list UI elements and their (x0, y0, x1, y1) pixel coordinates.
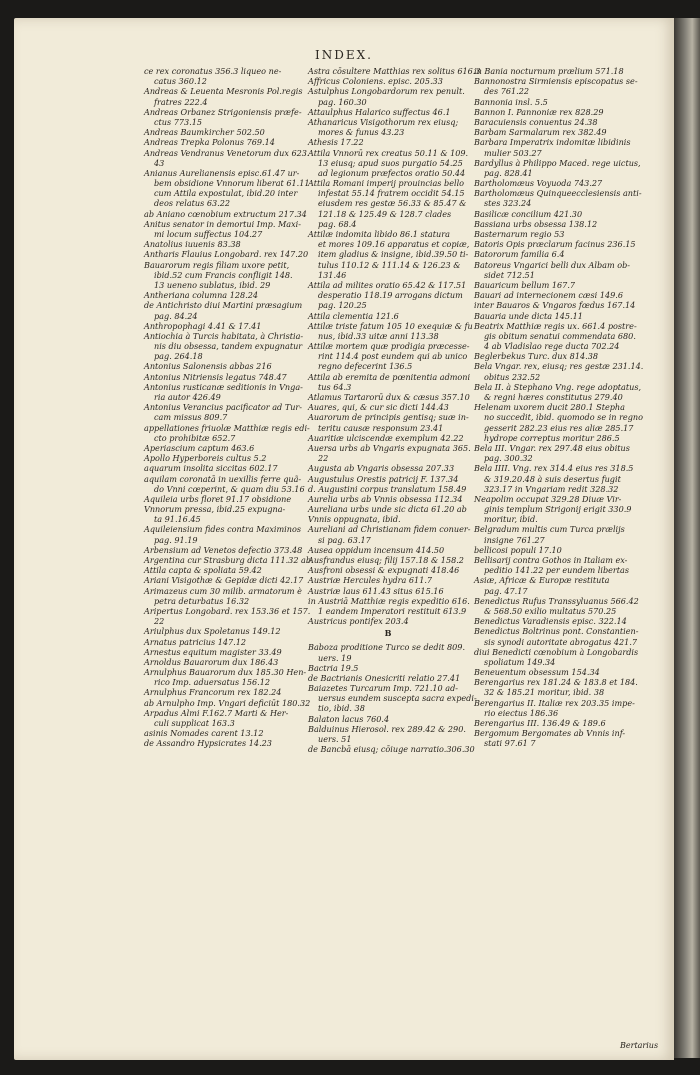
index-entry-line: ad legionum præfectos oratio 50.44 (318, 167, 466, 178)
index-entry-line: gis obitum senatui commendata 680. (484, 330, 636, 341)
index-entry-line: ce rex coronatus 356.3 liqueo ne- (144, 66, 282, 76)
index-entry-line: 323.17 in Vngariam redit 328.32 (484, 483, 619, 494)
index-entry-line: Batoreus Vngarici belli dux Albam ob- (474, 259, 631, 270)
index-entry-line: Beglerbekus Turc. dux 814.38 (474, 351, 598, 362)
index-entry-line: Anatolius iuuenis 83.38 (144, 239, 241, 250)
index-entry-line: Bannon I. Pannoniæ rex 828.29 (474, 106, 604, 117)
index-entry-line: Bannonia insl. 5.5 (474, 96, 548, 107)
index-entry-line: Berengarius III. 136.49 & 189.6 (474, 718, 606, 728)
index-entry-line: et mores 109.16 apparatus et copiæ, (318, 239, 470, 250)
index-entry-line: Ausfroni obsessi & expugnati 418.46 (308, 565, 460, 576)
index-entry-line: Anianus Aurelianensis episc.61.47 ur- (144, 167, 300, 178)
index-entry-line: Aripertus Longobard. rex 153.36 et 157. (144, 605, 311, 616)
index-entry-line: Aureliana urbs unde sic dicta 61.20 ab (308, 504, 467, 515)
index-entry-line: Ausfrandus eiusq; filij 157.18 & 158.2 (308, 555, 464, 565)
index-entry-line: regno defecerint 136.5 (318, 361, 413, 372)
index-entry-line: obitus 232.52 (484, 371, 541, 382)
index-entry-line: no succedit, ibid. quomodo se in regno (484, 412, 643, 423)
index-entry-line: ctus 773.15 (154, 116, 203, 127)
index-entry-line: Andreas Vendranus Venetorum dux 623. (144, 147, 310, 158)
index-entry-line: cto prohibitæ 652.7 (154, 432, 236, 443)
index-entry-line: ab Arnulpho Imp. Vngari deficiūt 180.32 (144, 697, 311, 708)
index-entry-line: diui Benedicti cœnobium à Longobardis (474, 646, 639, 657)
index-entry-line: Balaton lacus 760.4 (308, 713, 390, 724)
index-entry-line: Attila Romani imperij prouincias bello (308, 178, 465, 189)
index-entry-line: sidet 712.51 (484, 269, 535, 280)
index-entry-line: Bauari ad internecionem cæsi 149.6 (474, 290, 624, 301)
index-entry-line: Austriæ laus 611.43 situs 615.16 (308, 585, 444, 596)
index-entry-line: Attila ad milites oratio 65.42 & 117.51 (308, 279, 467, 290)
index-entry-line: Aurelia urbs ab Vnnis obsessa 112.34 (308, 493, 463, 504)
catchword: Bertarius (620, 1041, 659, 1050)
index-entry-line: Bergomum Bergomates ab Vnnis inf- (474, 728, 626, 739)
index-entry-line: aquilam coronatā in uexillis ferre quã- (144, 473, 302, 484)
index-entry-line: mi locum suffectus 104.27 (154, 229, 263, 239)
index-entry-line: tio, ibid. 38 (318, 703, 365, 714)
index-entry-line: in Bania nocturnum prælium 571.18 (474, 66, 624, 76)
index-entry-line: Benedictus Rufus Transsyluanus 566.42 (474, 595, 639, 606)
index-entry-line: de Bactrianis Onesicriti relatio 27.41 (308, 672, 461, 683)
index-entry-line: pag. 300.32 (484, 453, 533, 464)
index-entry-line: de Assandro Hypsicrates 14.23 (144, 738, 272, 749)
index-entry-line: Arnulphus Francorum rex 182.24 (144, 687, 282, 698)
index-entry-line: uersus eundem suscepta sacra expedi- (318, 693, 477, 704)
index-entry-line: sis synodi autoritate abrogatus 421.7 (484, 636, 638, 647)
index-entry-line: Bauaria unde dicta 145.11 (474, 310, 583, 321)
index-entry-line: appellationes friuolæ Matthiæ regis edi- (144, 422, 310, 433)
index-entry-line: Bauarorum regis filiam uxore petit, (144, 259, 290, 270)
index-entry-line: Ariani Visigothæ & Gepidæ dicti 42.17 (144, 575, 304, 586)
index-entry-line: Baboza proditione Turco se dedit 809. (308, 642, 466, 653)
index-entry-line: Antonius Nitriensis legatus 748.47 (144, 371, 287, 382)
index-entry-line: Attila clementia 121.6 (308, 310, 399, 321)
index-entry-line: Antharis Flauius Longobard. rex 147.20 (144, 249, 309, 260)
index-entry-line: Benedictus Varadiensis episc. 322.14 (474, 616, 627, 627)
index-entry-line: mulier 503.27 (484, 147, 542, 158)
index-entry-line: hydrope correptus moritur 286.5 (484, 432, 620, 443)
index-entry-line: inter Bauaros & Vngaros fœdus 167.14 (474, 300, 636, 311)
index-entry-line: Asiæ, Africæ & Europæ restituta (474, 575, 610, 586)
index-entry-line: Bartholomæus Quinqueecclesiensis anti- (474, 188, 642, 199)
index-entry-line: Beneuentum obsessum 154.34 (474, 667, 600, 678)
index-entry-line: Arnoldus Bauarorum dux 186.43 (144, 656, 279, 667)
index-entry-line: Auaritiæ ulciscendæ exemplum 42.22 (308, 432, 464, 443)
index-entry-line: & 568.50 exilio multatus 570.25 (484, 605, 617, 616)
index-entry-line: Barbara Imperatrix indomitæ libidinis (474, 137, 631, 148)
index-entry-line: Bannonostra Sirmiensis episcopatus se- (474, 76, 638, 87)
index-entry-line: Andreas Baumkircher 502.50 (144, 127, 265, 138)
index-entry-line: Astulphus Longobardorum rex penult. (308, 86, 465, 97)
index-entry-line: Batororum familia 6.4 (474, 249, 565, 260)
index-entry-line: pag. 68.4 (318, 218, 357, 229)
index-entry-line: Helenam uxorem ducit 280.1 Stepha (474, 402, 625, 413)
index-entry-line: Andreas Orbanez Strigoniensis præfe- (144, 106, 302, 117)
index-entry-line: Auarorum de principis gentisq; suæ in- (308, 412, 469, 423)
index-entry-line: uers. 51 (318, 734, 352, 744)
index-entry-line: 43 (154, 157, 165, 168)
index-entry-line: Beatrix Matthiæ regis ux. 661.4 postre- (474, 320, 637, 331)
index-entry-line: Ariulphus dux Spoletanus 149.12 (144, 626, 281, 637)
index-entry-line: pag. 84.24 (154, 310, 198, 321)
index-entry-line: pag. 828.41 (484, 167, 533, 178)
index-entry-line: Bassiana urbs obsessa 138.12 (474, 218, 598, 229)
index-entry-line: Austricus pontifex 203.4 (308, 616, 409, 627)
index-entry-line: Antheriana columna 128.24 (144, 290, 259, 301)
index-entry-line: ab Aniano cœnobium extructum 217.34 (144, 208, 307, 219)
index-entry-line: bem obsidione Vnnorum liberat 61.11 (154, 178, 310, 189)
index-entry-line: pag. 47.17 (484, 585, 528, 596)
index-entry-line: teritu causæ responsum 23.41 (318, 422, 444, 433)
index-entry-line: Augustulus Orestis patricij F. 137.34 (308, 473, 459, 484)
index-entry-line: des 761.22 (484, 86, 530, 97)
index-entry-line: Aperiascium captum 463.6 (144, 442, 255, 453)
index-entry-line: eiusdem res gestæ 56.33 & 85.47 & (318, 198, 467, 209)
index-entry-line: 22 (154, 616, 165, 627)
index-entry-line: Benedictus Boltrinus pont. Constantien- (474, 626, 639, 637)
index-entry-line: Antiochia à Turcis habitata, à Christia- (144, 330, 304, 341)
index-entry-line: Bartholomæus Voyuoda 743.27 (474, 178, 603, 189)
index-entry-line: Atlamus Tartarorū dux & cæsus 357.10 (308, 392, 470, 402)
index-entry-line: Aquileia urbs floret 91.17 obsidione (144, 493, 292, 504)
index-entry-line: peditio 141.22 per eundem libertas (484, 565, 630, 576)
index-entry-line: pag. 264.18 (154, 351, 203, 362)
index-entry-line: do Vnni cœperint, & quam diu 53.16 (154, 483, 305, 494)
index-entry-line: Aureliani ad Christianam fidem conuer- (308, 524, 471, 535)
index-entry-line: Auersa urbs ab Vngaris expugnata 365. (308, 442, 471, 453)
index-entry-line: cam missus 809.7 (154, 412, 228, 423)
index-entry-line: stati 97.61 7 (484, 738, 536, 749)
index-entry-line: Auares, qui, & cur sic dicti 144.43 (308, 402, 449, 413)
index-entry-line: de Antichristo diui Martini præsagium (144, 300, 303, 311)
index-entry-line: Attilæ triste fatum 105 10 exequiæ & fu (308, 320, 473, 331)
index-entry-line: Bactria 19.5 (308, 662, 359, 673)
index-entry-line: Anthropophagi 4.41 & 17.41 (144, 320, 262, 331)
index-entry-line: deos relatus 63.22 (154, 198, 231, 209)
index-entry-line: infestat 55.14 fratrem occidit 54.15 (318, 188, 465, 199)
index-entry-line: Vnnis oppugnata, ibid. (308, 514, 401, 525)
page-title: INDEX. (315, 48, 373, 62)
index-entry-line: Aquileiensium fides contra Maximinos (144, 524, 302, 535)
index-entry-line: Athesis 17.22 (308, 137, 364, 148)
index-entry-line: Arnatus patricius 147.12 (144, 636, 247, 647)
index-entry-line: Neapolim occupat 329.28 Diuæ Vir- (474, 493, 622, 504)
index-entry-line: desperatio 118.19 arrogans dictum (318, 290, 463, 301)
index-entry-line: moritur, ibid. (484, 514, 538, 525)
index-entry-line: rio eiectus 186.36 (484, 707, 559, 718)
index-entry-line: Affricus Coloniens. episc. 205.33 (308, 76, 443, 87)
index-entry-line: Attila Vnnorū rex creatus 50.11 & 109. (308, 147, 469, 158)
index-entry-line: 131.46 (318, 269, 347, 280)
index-entry-line: Antonius Verancius pacificator ad Tur- (144, 402, 303, 413)
index-entry-line: asinis Nomades carent 13.12 (144, 728, 264, 739)
index-entry-line: Baracuiensis conuentus 24.38 (474, 116, 598, 127)
index-entry-line: culi supplicat 163.3 (154, 718, 235, 728)
index-entry-line: insigne 761.27 (484, 534, 545, 545)
index-entry-line: Arpadus Almi F.162.7 Marti & Her- (144, 707, 289, 718)
index-entry-line: catus 360.12 (154, 76, 207, 87)
index-entry-line: Antonius rusticanæ seditionis in Vnga- (144, 381, 303, 392)
index-entry-line: Attilæ indomita libido 86.1 statura (308, 229, 450, 239)
index-entry-line: nus, ibid.33 uitæ anni 113.38 (318, 330, 439, 341)
next-page-edge (674, 18, 700, 1058)
index-entry-line: 13 ueneno sublatus, ibid. 29 (154, 279, 271, 290)
index-entry-line: Bauaricum bellum 167.7 (474, 279, 576, 290)
index-entry-line: 121.18 & 125.49 & 128.7 clades (318, 208, 452, 219)
index-entry-line: Arnulphus Bauarorum dux 185.30 Hen- (144, 667, 307, 678)
index-entry-line: stes 323.24 (484, 198, 532, 209)
index-entry-line: Austriæ Hercules hydra 611.7 (308, 575, 433, 586)
index-column-2 (308, 66, 481, 755)
index-entry-line: rint 114.4 post eundem qui ab unico (318, 351, 468, 362)
index-entry-line: 1 eandem Imperatori restituit 613.9 (318, 605, 467, 616)
index-entry-line: Bela III. Vngar. rex 297.48 eius obitus (474, 442, 630, 453)
index-entry-line: Argentina cur Strasburg dicta 111.32 ab (144, 555, 312, 565)
index-entry-line: Vnnorum pressa, ibid.25 expugna- (144, 504, 286, 515)
index-entry-line: Astra cōsultere Matthias rex solitus 616.3 (308, 66, 481, 76)
index-entry-line: Attila capta & spoliata 59.42 (144, 565, 262, 576)
index-entry-line: 13 eiusq; apud suos purgatio 54.25 (318, 157, 463, 168)
index-entry-line: Attaulphus Halarico suffectus 46.1 (308, 106, 451, 117)
index-entry-line: Bela Vngar. rex, eiusq; res gestæ 231.14. (474, 361, 644, 372)
index-entry-line: mores & funus 43.23 (318, 127, 405, 138)
index-entry-line: gesserit 282.23 eius res aliæ 285.17 (484, 422, 634, 433)
index-entry-line: Athanaricus Visigothorum rex eiusq; (308, 116, 459, 127)
index-entry-line: fratres 222.4 (154, 96, 208, 107)
index-entry-line: 22 (318, 453, 329, 464)
index-entry-line: pag. 91.19 (154, 534, 198, 545)
index-entry-line: in Austriā Matthiæ regis expeditio 616. (308, 595, 470, 606)
index-entry-line: aquarum insolita siccitas 602.17 (144, 463, 278, 474)
index-entry-line: de Bancbā eiusq; cōiuge narratio.306.30 (308, 744, 475, 755)
index-entry-line: Andreas & Leuenta Mesronis Pol.regis (144, 86, 303, 97)
index-entry-line: Bela IIII. Vng. rex 314.4 eius res 318.5 (474, 463, 634, 474)
index-entry-line: petra deturbatus 16.32 (154, 595, 250, 606)
index-entry-line: ta 91.16.45 (154, 514, 201, 525)
index-entry-line: Apollo Hyperboreis cultus 5.2 (144, 453, 267, 464)
index-entry-line: Attila ab eremita de pœnitentia admoni (308, 371, 471, 382)
index-entry-line: Arimazeus cum 30 milib. armatorum è (144, 585, 302, 596)
index-entry-line: Balduinus Hierosol. rex 289.42 & 290. (308, 723, 466, 734)
index-entry-line: Barbam Sarmalarum rex 382.49 (474, 127, 607, 138)
index-entry-line: Bellisarij contra Gothos in Italiam ex- (474, 555, 628, 565)
index-entry-line: rico Imp. aduersatus 156.12 (154, 677, 271, 688)
index-entry-line: Baiazetes Turcarum Imp. 721.10 ad- (308, 683, 459, 694)
index-entry-line: & 319.20.48 à suis desertus fugit (484, 473, 621, 484)
index-entry-line: ginis templum Strigonij erigit 330.9 (484, 504, 632, 515)
index-entry-line: si pag. 63.17 (318, 534, 371, 545)
index-entry-line: Attilæ mortem quæ prodigia præcesse- (308, 341, 470, 352)
index-entry-line: ria autor 426.49 (154, 392, 221, 402)
index-entry-line: Arbensium ad Venetos defectio 373.48 (144, 544, 303, 555)
index-column-1 (144, 66, 312, 749)
index-entry-line: Basilicæ concilium 421.30 (474, 208, 583, 219)
index-entry-line: uers. 19 (318, 652, 352, 663)
index-entry-line: 32 & 185.21 moritur, ibid. 38 (484, 687, 605, 698)
index-entry-line: cum Attila expostulat, ibid.20 inter (154, 188, 298, 199)
index-column-3 (474, 66, 644, 749)
index-entry-line: pag. 160.30 (318, 96, 367, 107)
index-entry-line: Arnestus equitum magister 33.49 (144, 646, 282, 657)
index-entry-line: Bela II. à Stephano Vng. rege adoptatus, (474, 381, 642, 392)
index-entry-line: spoliatum 149.34 (484, 656, 556, 667)
index-entry-line: Ausea oppidum incensum 414.50 (308, 544, 445, 555)
index-entry-line: 4 ab Vladislao rege ducta 702.24 (484, 341, 620, 352)
index-entry-line: tulus 110.12 & 111.14 & 126.23 & (318, 259, 461, 270)
index-entry-line: bellicosi populi 17.10 (474, 544, 562, 555)
index-entry-line: d. Augustini corpus translatum 158.49 (308, 483, 467, 494)
index-entry-line: Berengarius rex 181.24 & 183.8 et 184. (474, 677, 638, 688)
index-entry-line: & regni hæres constitutus 279.40 (484, 392, 623, 402)
index-entry-line: Antonius Salonensis abbas 216 (144, 361, 272, 372)
index-entry-line: item gladius & insigne, ibid.39.50 ti- (318, 249, 469, 260)
index-entry-line: B (384, 628, 392, 639)
index-entry-line: pag. 120.25 (318, 300, 367, 311)
index-entry-line: Anitus senator in demortui Imp. Maxi- (144, 218, 301, 229)
index-entry-line: Basternarum regio 53 (474, 229, 565, 239)
index-entry-line: tus 64.3 (318, 381, 352, 392)
index-entry-line: Augusta ab Vngaris obsessa 207.33 (308, 463, 455, 474)
index-entry-line: Belgradum multis cum Turca prælijs (474, 524, 625, 535)
index-entry-line: Batoris Opis præclarum facinus 236.15 (474, 239, 636, 250)
index-entry-line: ibid.52 cum Francis confligit 148. (154, 269, 293, 280)
index-entry-line: Andreas Trepka Polonus 769.14 (144, 137, 275, 148)
index-entry-line: nis diu obsessa, tandem expugnatur (154, 341, 303, 352)
index-entry-line: Bardyllus à Philippo Maced. rege uictus, (474, 157, 641, 168)
index-entry-line: Berengarius II. Italiæ rex 203.35 impe- (474, 697, 635, 708)
